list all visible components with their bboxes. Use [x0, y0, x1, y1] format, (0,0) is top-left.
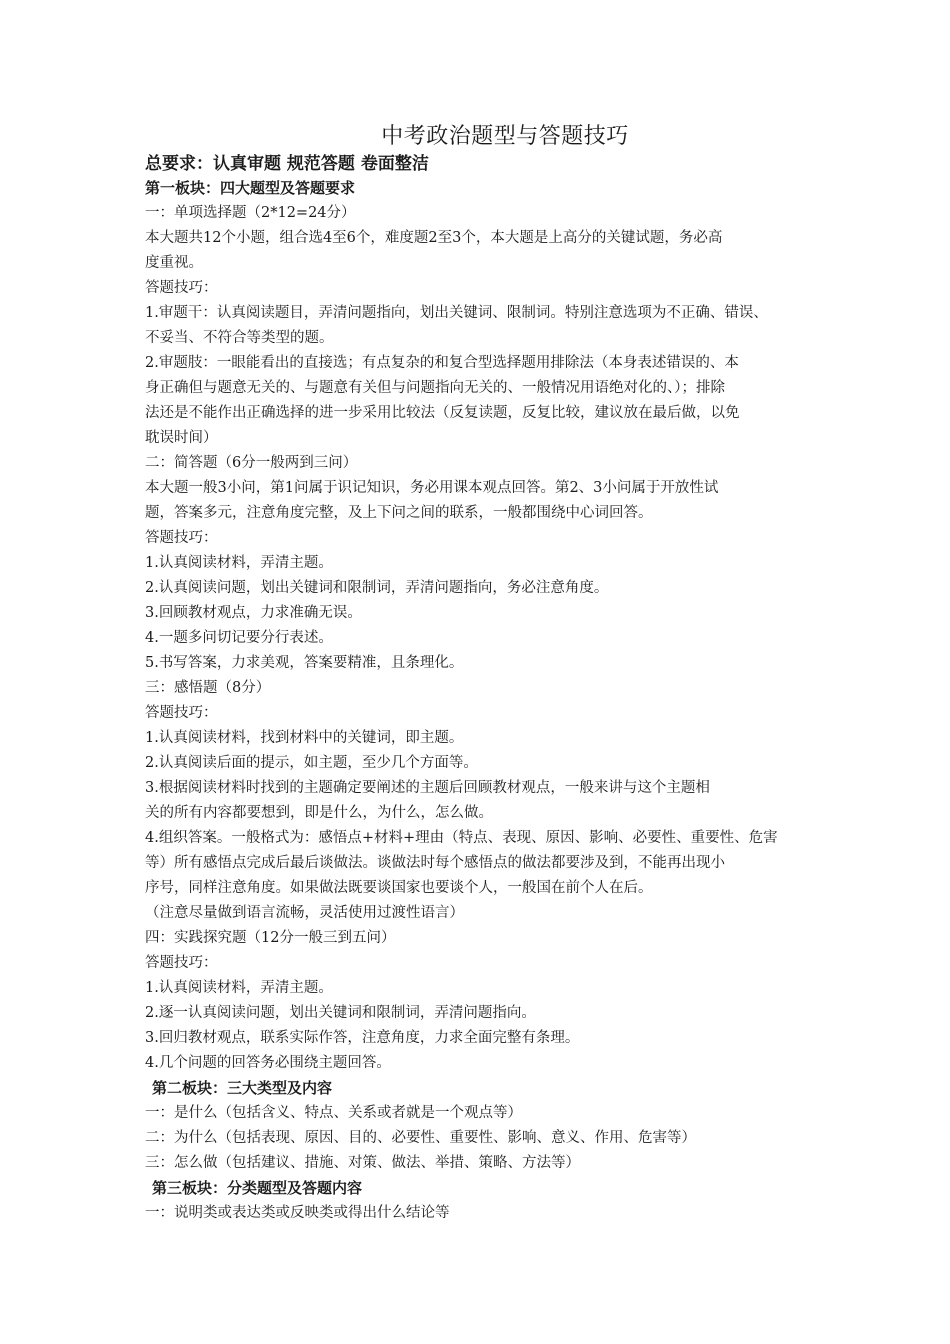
text-line: 1.认真阅读材料，找到材料中的关键词，即主题。 [145, 730, 464, 746]
text-line: 度重视。 [145, 255, 203, 271]
text-line: 答题技巧： [145, 280, 218, 296]
section-3-body [145, 1201, 825, 1226]
text-line: 关的所有内容都要想到，即是什么，为什么，怎么做。 [145, 805, 493, 821]
text-line: 一：单项选择题（2*12=24分） [145, 205, 356, 221]
text-line: 2.逐一认真阅读问题，划出关键词和限制词，弄清问题指向。 [145, 1005, 536, 1021]
text-line: 二：简答题（6分一般两到三问） [145, 455, 358, 471]
text-line: 1.认真阅读材料，弄清主题。 [145, 980, 333, 996]
text-line: 答题技巧： [145, 530, 218, 546]
section-1-body [145, 201, 825, 1076]
text-line: 3.根据阅读材料时找到的主题确定要阐述的主题后回顾教材观点，一般来讲与这个主题相 [145, 780, 710, 796]
text-line: 等）所有感悟点完成后最后谈做法。谈做法时每个感悟点的做法都要涉及到，不能再出现小 [145, 855, 725, 871]
text-line: 3.回顾教材观点，力求准确无误。 [145, 605, 362, 621]
text-line: 一：说明类或表达类或反映类或得出什么结论等 [145, 1205, 450, 1221]
text-line: 身正确但与题意无关的、与题意有关但与问题指向无关的、一般情况用语绝对化的、）；排除 [145, 380, 725, 396]
section-2-heading: 第二板块：三大类型及内容 [152, 1079, 333, 1097]
section-3-heading: 第三板块：分类题型及答题内容 [152, 1179, 363, 1197]
text-line: 4.一题多问切记要分行表述。 [145, 630, 333, 646]
text-line: 4.几个问题的回答务必围绕主题回答。 [145, 1055, 391, 1071]
document-title: 中考政治题型与答题技巧 [381, 124, 629, 149]
text-line: 答题技巧： [145, 705, 218, 721]
text-line: 法还是不能作出正确选择的进一步采用比较法（反复读题，反复比较，建议放在最后做，以免 [145, 405, 740, 421]
text-line: 2.认真阅读后面的提示，如主题，至少几个方面等。 [145, 755, 478, 771]
text-line: 四：实践探究题（12分一般三到五问） [145, 930, 396, 946]
general-requirement: 总要求：认真审题 规范答题 卷面整洁 [145, 154, 429, 174]
text-line: 不妥当、不符合等类型的题。 [145, 330, 334, 346]
text-line: 答题技巧： [145, 955, 218, 971]
text-line: 本大题共12个小题，组合选4至6个，难度题2至3个，本大题是上高分的关键试题，务必高 [145, 230, 723, 246]
section-2-body [145, 1101, 825, 1176]
text-line: 三：感悟题（8分） [145, 680, 271, 696]
text-line: 4.组织答案。一般格式为：感悟点+材料+理由（特点、表现、原因、影响、必要性、重要性、危害 [145, 830, 778, 846]
section-1-heading: 第一板块：四大题型及答题要求 [145, 179, 356, 197]
text-line: 三：怎么做（包括建议、措施、对策、做法、举措、策略、方法等） [145, 1155, 580, 1171]
document-page [145, 122, 825, 1226]
text-line: （注意尽量做到语言流畅，灵活使用过渡性语言） [145, 905, 464, 921]
text-line: 1.审题干：认真阅读题目，弄清问题指向，划出关键词、限制词。特别注意选项为不正确、错误、 [145, 305, 768, 321]
text-line: 3.回归教材观点，联系实际作答，注意角度，力求全面完整有条理。 [145, 1030, 580, 1046]
text-line: 二：为什么（包括表现、原因、目的、必要性、重要性、影响、意义、作用、危害等） [145, 1130, 696, 1146]
text-line: 2.认真阅读问题，划出关键词和限制词，弄清问题指向，务必注意角度。 [145, 580, 609, 596]
text-line: 一：是什么（包括含义、特点、关系或者就是一个观点等） [145, 1105, 522, 1121]
text-line: 5.书写答案，力求美观，答案要精准，且条理化。 [145, 655, 464, 671]
text-line: 2.审题肢：一眼能看出的直接选；有点复杂的和复合型选择题用排除法（本身表述错误的、本 [145, 355, 739, 371]
text-line: 题，答案多元，注意角度完整，及上下问之间的联系，一般都围绕中心词回答。 [145, 505, 653, 521]
text-line: 耽误时间） [145, 430, 218, 446]
text-line: 本大题一般3小问，第1问属于识记知识，务必用课本观点回答。第2、3小问属于开放性试 [145, 480, 719, 496]
text-line: 序号，同样注意角度。如果做法既要谈国家也要谈个人，一般国在前个人在后。 [145, 880, 653, 896]
text-line: 1.认真阅读材料，弄清主题。 [145, 555, 333, 571]
